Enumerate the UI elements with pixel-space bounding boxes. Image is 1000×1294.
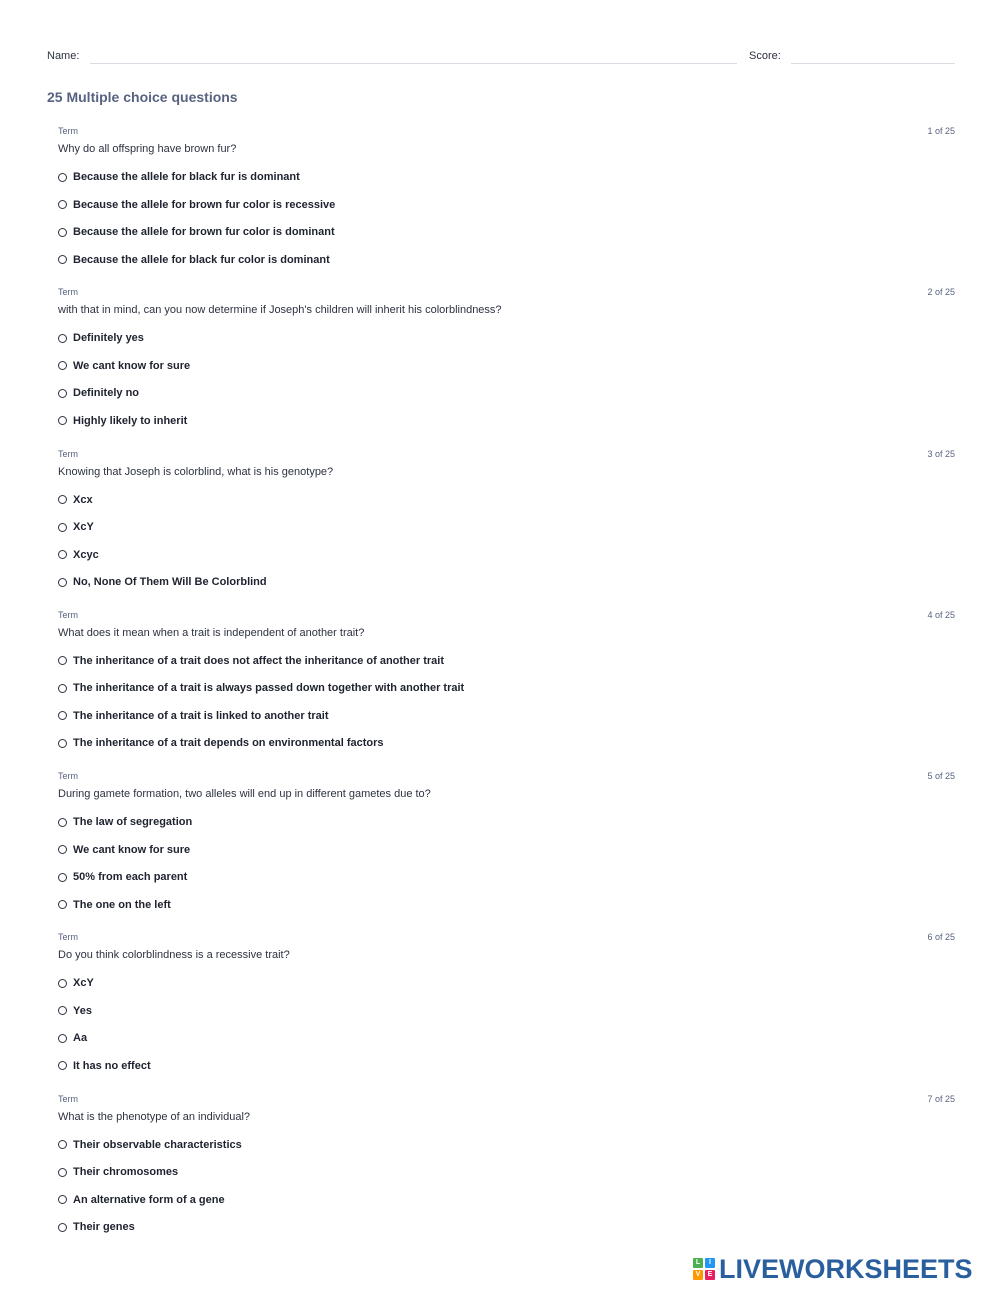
question-prompt: Do you think colorblindness is a recessive trait? — [58, 949, 290, 962]
answer-option-label: It has no effect — [73, 1059, 151, 1072]
term-label: Term — [58, 1093, 78, 1104]
answer-option-label: The inheritance of a trait does not affect the inheritance of another trait — [73, 654, 444, 667]
answer-option[interactable] — [58, 413, 187, 429]
answer-option-label: Because the allele for black fur color is dominant — [73, 253, 330, 266]
question-number: 3 of 25 — [927, 448, 955, 459]
question-block — [0, 768, 1000, 929]
score-field[interactable] — [791, 63, 955, 64]
logo-icon-tile: I — [705, 1258, 715, 1268]
section-title: 25 Multiple choice questions — [47, 89, 238, 105]
answer-option-label: The one on the left — [73, 898, 171, 911]
answer-option-label: Their observable characteristics — [73, 1138, 242, 1151]
answer-option[interactable] — [58, 680, 464, 696]
answer-option[interactable] — [58, 169, 300, 185]
question-block — [0, 1091, 1000, 1252]
logo-text: LIVEWORKSHEETS — [719, 1253, 973, 1284]
radio-button-icon[interactable] — [58, 578, 67, 587]
radio-button-icon[interactable] — [58, 1140, 67, 1149]
answer-option-label: XcY — [73, 977, 94, 990]
answer-option-label: 50% from each parent — [73, 871, 188, 884]
question-block — [0, 123, 1000, 284]
answer-option-label: We cant know for sure — [73, 843, 191, 856]
radio-button-icon[interactable] — [58, 711, 67, 720]
question-block — [0, 446, 1000, 607]
answer-option-label: XcY — [73, 521, 94, 534]
answer-option-label: Yes — [73, 1004, 92, 1017]
question-number: 1 of 25 — [927, 126, 955, 136]
answer-option[interactable] — [58, 492, 93, 508]
answer-option[interactable] — [58, 1164, 178, 1180]
answer-option-label: Their chromosomes — [73, 1166, 179, 1179]
answer-option[interactable] — [58, 708, 329, 724]
radio-button-icon[interactable] — [58, 684, 67, 693]
radio-button-icon[interactable] — [58, 361, 67, 370]
answer-option[interactable] — [58, 1137, 242, 1153]
answer-option[interactable] — [58, 197, 335, 213]
answer-option-label: Definitely yes — [73, 332, 144, 345]
answer-option[interactable] — [58, 1030, 87, 1046]
question-prompt: During gamete formation, two alleles will end up in different gametes due to? — [58, 788, 431, 801]
radio-button-icon[interactable] — [58, 416, 67, 425]
answer-option[interactable] — [58, 814, 192, 830]
answer-option-label: An alternative form of a gene — [73, 1193, 225, 1206]
logo-icon-tile: L — [693, 1258, 703, 1268]
answer-option-label: The law of segregation — [73, 816, 193, 829]
question-block — [0, 284, 1000, 445]
answer-option-label: Aa — [73, 1032, 88, 1045]
term-label: Term — [58, 448, 78, 459]
radio-button-icon[interactable] — [58, 1223, 67, 1232]
question-number: 5 of 25 — [927, 771, 955, 782]
radio-button-icon[interactable] — [58, 739, 67, 748]
answer-option-label: Definitely no — [73, 387, 140, 400]
question-list — [0, 123, 1000, 1252]
radio-button-icon[interactable] — [58, 228, 67, 237]
term-label: Term — [58, 771, 78, 782]
name-field[interactable] — [90, 63, 737, 64]
radio-button-icon[interactable] — [58, 523, 67, 532]
radio-button-icon[interactable] — [58, 389, 67, 398]
answer-option[interactable] — [58, 519, 94, 535]
answer-option[interactable] — [58, 975, 94, 991]
answer-option[interactable] — [58, 224, 335, 240]
logo-icon-tile: V — [693, 1270, 703, 1280]
answer-option-label: Because the allele for brown fur color is recessive — [73, 198, 336, 211]
radio-button-icon[interactable] — [58, 873, 67, 882]
answer-option-label: The inheritance of a trait is always passed down together with another trait — [73, 682, 465, 695]
radio-button-icon[interactable] — [58, 900, 67, 909]
radio-button-icon[interactable] — [58, 818, 67, 827]
radio-button-icon[interactable] — [58, 173, 67, 182]
answer-option[interactable] — [58, 385, 139, 401]
question-number: 4 of 25 — [927, 609, 955, 620]
answer-option[interactable] — [58, 869, 187, 885]
answer-option[interactable] — [58, 1003, 92, 1019]
question-prompt: What does it mean when a trait is independent of another trait? — [58, 626, 365, 639]
radio-button-icon[interactable] — [58, 200, 67, 209]
radio-button-icon[interactable] — [58, 1006, 67, 1015]
radio-button-icon[interactable] — [58, 1034, 67, 1043]
question-prompt: Why do all offspring have brown fur? — [58, 143, 237, 155]
question-number: 2 of 25 — [927, 287, 955, 298]
answer-option-label: Their genes — [73, 1221, 135, 1234]
radio-button-icon[interactable] — [58, 1061, 67, 1070]
answer-option-label: Highly likely to inherit — [73, 414, 188, 427]
question-prompt: Knowing that Joseph is colorblind, what is his genotype? — [58, 465, 334, 478]
radio-button-icon[interactable] — [58, 1195, 67, 1204]
answer-option[interactable] — [58, 330, 144, 346]
question-prompt: with that in mind, can you now determine if Joseph's children will inherit his colorblindness? — [58, 304, 502, 317]
radio-button-icon[interactable] — [58, 979, 67, 988]
radio-button-icon[interactable] — [58, 845, 67, 854]
answer-option-label: No, None Of Them Will Be Colorblind — [73, 576, 267, 589]
answer-option[interactable] — [58, 897, 171, 913]
answer-option-label: We cant know for sure — [73, 359, 191, 372]
answer-option[interactable] — [58, 735, 384, 751]
question-block — [0, 607, 1000, 768]
term-label: Term — [58, 609, 78, 620]
answer-option[interactable] — [58, 1058, 151, 1074]
answer-option-label: Because the allele for black fur is dominant — [73, 171, 300, 183]
answer-option[interactable] — [58, 842, 190, 858]
answer-option[interactable] — [58, 358, 190, 374]
answer-option[interactable] — [58, 1192, 225, 1208]
answer-option[interactable] — [58, 1219, 135, 1235]
answer-option[interactable] — [58, 574, 267, 590]
answer-option-label: Xcyc — [73, 548, 99, 561]
answer-option[interactable] — [58, 653, 444, 669]
answer-option-label: The inheritance of a trait is linked to another trait — [73, 709, 329, 722]
name-label: Name: — [47, 50, 80, 62]
radio-button-icon[interactable] — [58, 656, 67, 665]
answer-option-label: Xcx — [73, 493, 93, 506]
question-prompt: What is the phenotype of an individual? — [58, 1110, 251, 1123]
question-number: 7 of 25 — [927, 1093, 955, 1104]
term-label: Term — [58, 126, 78, 136]
radio-button-icon[interactable] — [58, 334, 67, 343]
radio-button-icon[interactable] — [58, 550, 67, 559]
radio-button-icon[interactable] — [58, 1168, 67, 1177]
answer-option[interactable] — [58, 252, 330, 268]
answer-option-label: Because the allele for brown fur color is dominant — [73, 226, 335, 238]
answer-option[interactable] — [58, 547, 99, 563]
header — [47, 46, 955, 66]
logo-icon-tile: E — [705, 1270, 715, 1280]
term-label: Term — [58, 932, 78, 943]
term-label: Term — [58, 287, 78, 298]
radio-button-icon[interactable] — [58, 255, 67, 264]
question-block — [0, 929, 1000, 1090]
question-number: 6 of 25 — [927, 932, 955, 943]
radio-button-icon[interactable] — [58, 495, 67, 504]
score-label: Score: — [749, 50, 781, 62]
liveworksheets-logo — [693, 1252, 973, 1286]
logo-icon — [693, 1258, 715, 1280]
answer-option-label: The inheritance of a trait depends on environmental factors — [73, 737, 384, 750]
